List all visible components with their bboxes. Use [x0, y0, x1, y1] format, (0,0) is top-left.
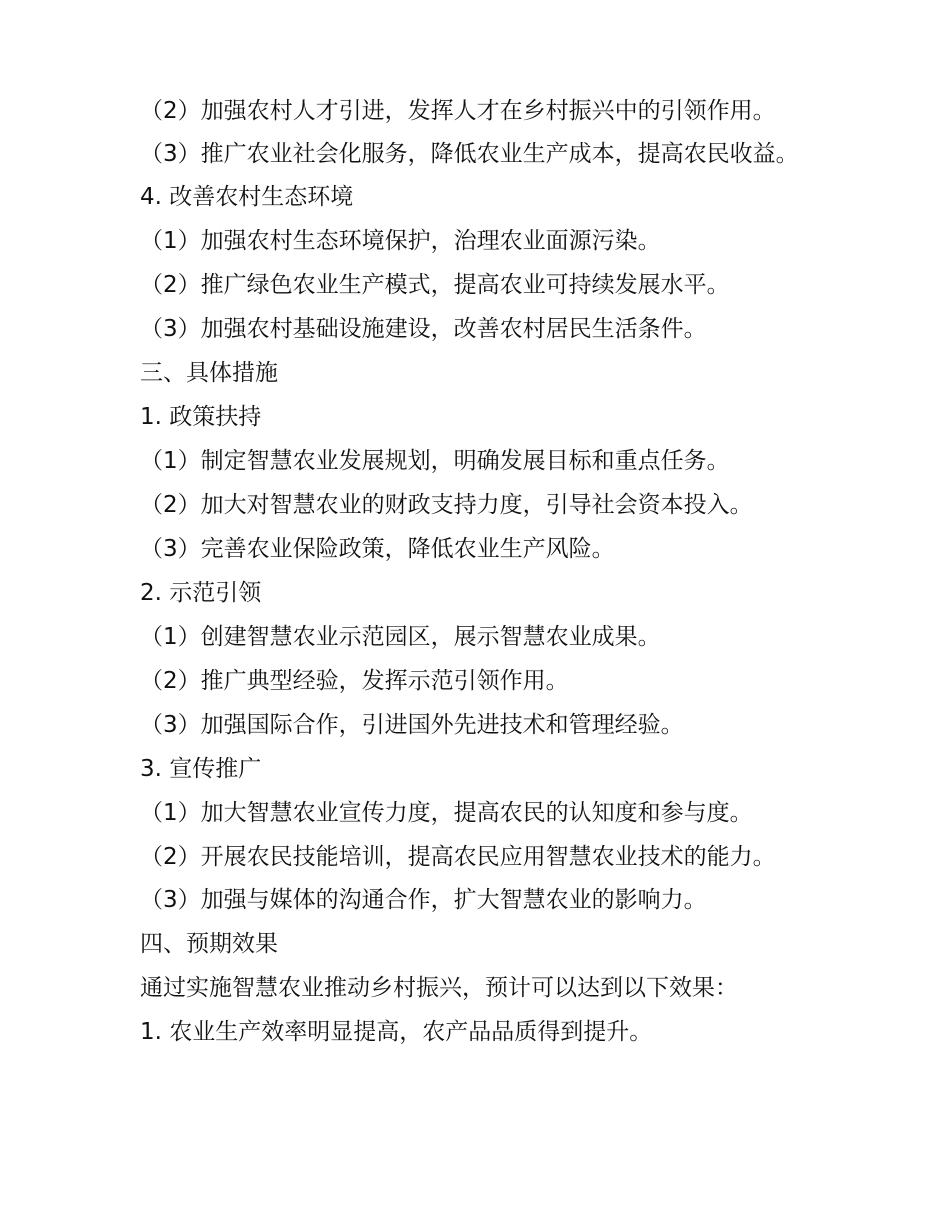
paragraph-planning: （1）制定智慧农业发展规划，明确发展目标和重点任务。	[140, 448, 730, 474]
paragraph-typical-experience: （2）推广典型经验，发挥示范引领作用。	[140, 668, 569, 694]
list-item-efficiency: 1. 农业生产效率明显提高，农产品品质得到提升。	[140, 1019, 653, 1045]
heading-publicity: 3. 宣传推广	[140, 756, 262, 782]
paragraph-eco-protection: （1）加强农村生态环境保护，治理农业面源污染。	[140, 228, 661, 254]
paragraph-green-agriculture: （2）推广绿色农业生产模式，提高农业可持续发展水平。	[140, 272, 730, 298]
paragraph-expected-intro: 通过实施智慧农业推动乡村振兴，预计可以达到以下效果：	[140, 975, 738, 1001]
heading-ecology: 4. 改善农村生态环境	[140, 184, 354, 210]
paragraph-skills-training: （2）开展农民技能培训，提高农民应用智慧农业技术的能力。	[140, 844, 776, 870]
heading-policy-support: 1. 政策扶持	[140, 404, 262, 430]
section-heading-expected-effects: 四、预期效果	[140, 931, 278, 957]
section-heading-measures: 三、具体措施	[140, 360, 278, 386]
paragraph-financial-support: （2）加大对智慧农业的财政支持力度，引导社会资本投入。	[140, 492, 753, 518]
paragraph-infrastructure: （3）加强农村基础设施建设，改善农村居民生活条件。	[140, 316, 707, 342]
paragraph-agri-services: （3）推广农业社会化服务，降低农业生产成本，提高农民收益。	[140, 141, 799, 167]
heading-demonstration: 2. 示范引领	[140, 580, 262, 606]
paragraph-media-cooperation: （3）加强与媒体的沟通合作，扩大智慧农业的影响力。	[140, 887, 707, 913]
paragraph-talent-introduction: （2）加强农村人才引进，发挥人才在乡村振兴中的引领作用。	[140, 98, 776, 124]
paragraph-insurance: （3）完善农业保险政策，降低农业生产风险。	[140, 536, 615, 562]
paragraph-international: （3）加强国际合作，引进国外先进技术和管理经验。	[140, 712, 684, 738]
paragraph-publicity-efforts: （1）加大智慧农业宣传力度，提高农民的认知度和参与度。	[140, 800, 753, 826]
paragraph-demo-parks: （1）创建智慧农业示范园区，展示智慧农业成果。	[140, 624, 661, 650]
document-page	[140, 100, 820, 1044]
